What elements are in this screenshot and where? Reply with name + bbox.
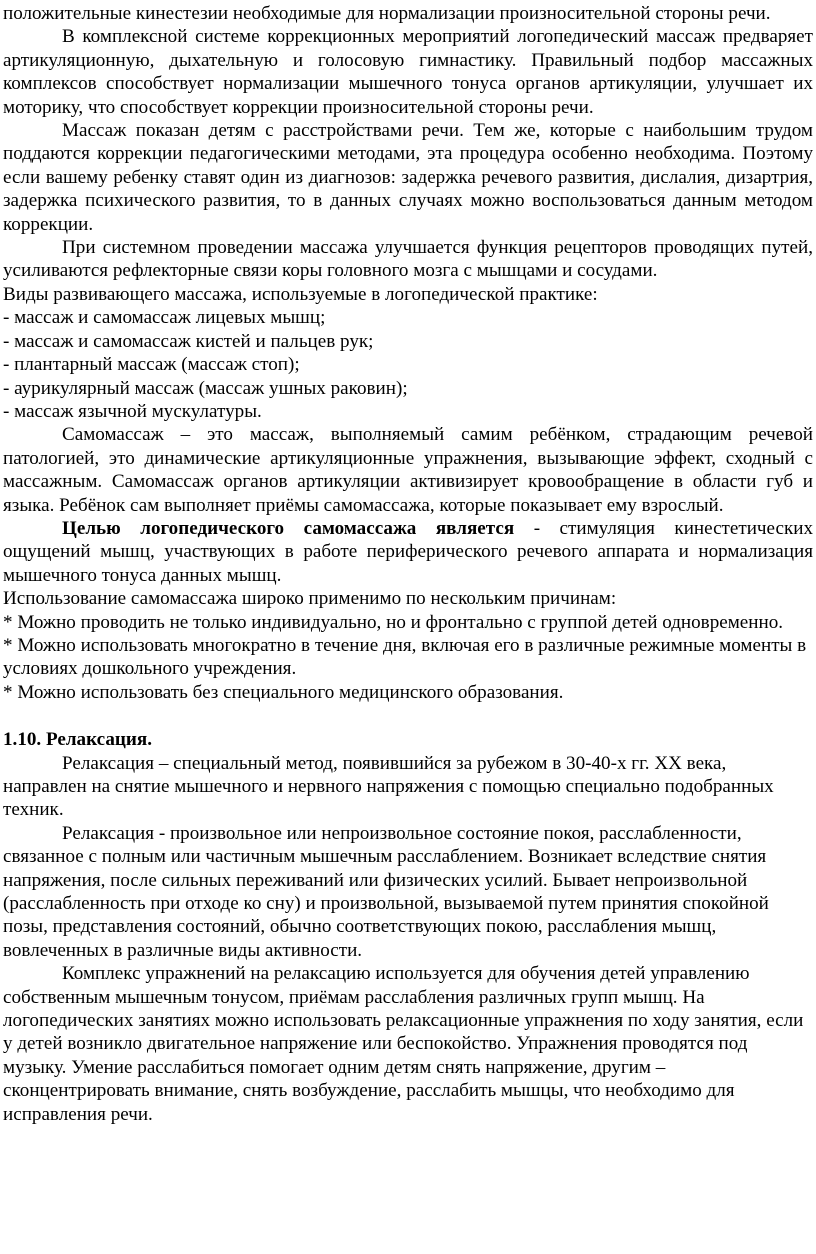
paragraph-relaxation-definition: Релаксация - произвольное или непроизвольное состояние покоя, расслабленности, связанное с полным или частичным мышечным расслаблением. Возникает вследствие снятия напряжения, после сильных переживаний или физических усилий. Бывает непроизвольной (расслабленность при отходе ко сну) и произвольной, вызываемой путем принятия спокойной позы, представления состояний, обычно соответствующих покою, расслабления мышц, вовлеченных в различные виды активности. [3, 822, 769, 961]
list-item: - массаж язычной мускулатуры. [3, 400, 262, 422]
section-heading-text: 1.10. Релаксация. [3, 729, 152, 751]
reason-item: * Можно использовать без специального медицинского образования. [3, 681, 564, 703]
list-item: - массаж и самомассаж кистей и пальцев рук; [3, 330, 374, 352]
spacer [3, 704, 813, 728]
reason-item: * Можно использовать многократно в течение дня, включая его в различные режимные моменты в условиях дошкольного учреждения. [3, 634, 807, 680]
paragraph-self-massage: Самомассаж – это массаж, выполняемый самим ребёнком, страдающим речевой патологией, это динамические артикуляционные упражнения, вызывающие эффект, сходный с массажным. Самомассаж органов артикуляции активизирует кровообращение в области губ и языка. Ребёнок сам выполняет приёмы самомассажа, которые показывает ему взрослый. [3, 424, 813, 516]
reason-item: * Можно проводить не только индивидуально, но и фронтально с группой детей одновременно. [3, 611, 784, 633]
list-item: - аурикулярный массаж (массаж ушных раковин); [3, 377, 408, 399]
paragraph-intro-continuation: положительные кинестезии необходимые для нормализации произносительной стороны речи. [3, 3, 771, 24]
paragraph-self-massage-goal [3, 517, 813, 587]
list-item: - массаж и самомассаж лицевых мышц; [3, 307, 326, 329]
reasons-intro: Использование самомассажа широко применимо по нескольким причинам: [3, 588, 617, 610]
paragraph-relaxation-method: Релаксация – специальный метод, появившийся за рубежом в 30-40-х гг. XX века, направлен на снятие мышечного и нервного напряжения с помощью специально подобранных техник. [3, 752, 774, 821]
list-item: - плантарный массаж (массаж стоп); [3, 354, 300, 376]
massage-types-intro: Виды развивающего массажа, используемые в логопедической практике: [3, 283, 598, 305]
section-heading [3, 728, 813, 751]
paragraph-massage-indications: Массаж показан детям с расстройствами речи. Тем же, которые с наибольшим трудом поддаются коррекции педагогическими методами, эта процедура особенно необходима. Поэтому если вашему ребенку ставят один из диагнозов: задержка речевого развития, дислалия, дизартрия, задержка психического развития, то в данных случаях можно воспользоваться данным методом коррекции. [3, 120, 813, 235]
paragraph-massage-system: В комплексной системе коррекционных мероприятий логопедический массаж предваряет артикуляционную, дыхательную и голосовую гимнастику. Правильный подбор массажных комплексов способствует нормализации мышечного тонуса органов артикуляции, улучшает их моторику, что способствует коррекции произносительной стороны речи. [3, 26, 813, 118]
goal-bold-text: Целью логопедического самомассажа является [62, 517, 515, 539]
paragraph-massage-effects: При системном проведении массажа улучшается функция рецепторов проводящих путей, усиливаются рефлекторные связи коры головного мозга с мышцами и сосудами. [3, 237, 813, 282]
goal-rest-text: - стимуляция кинестетических ощущений мышц, участвующих в работе периферического речевого аппарата и нормализация мышечного тонуса данных мышц. [3, 517, 814, 586]
paragraph-relaxation-exercises: Комплекс упражнений на релаксацию используется для обучения детей управлению собственным мышечным тонусом, приёмам расслабления различных групп мышц. На логопедических занятиях можно использовать релаксационные упражнения по ходу занятия, если у детей возникло двигательное напряжение или беспокойство. Упражнения проводятся под музыку. Умение расслабиться помогает одним детям снять напряжение, другим – сконцентрировать внимание, снять возбуждение, расслабить мышцы, что необходимо для исправления речи. [3, 963, 804, 1125]
